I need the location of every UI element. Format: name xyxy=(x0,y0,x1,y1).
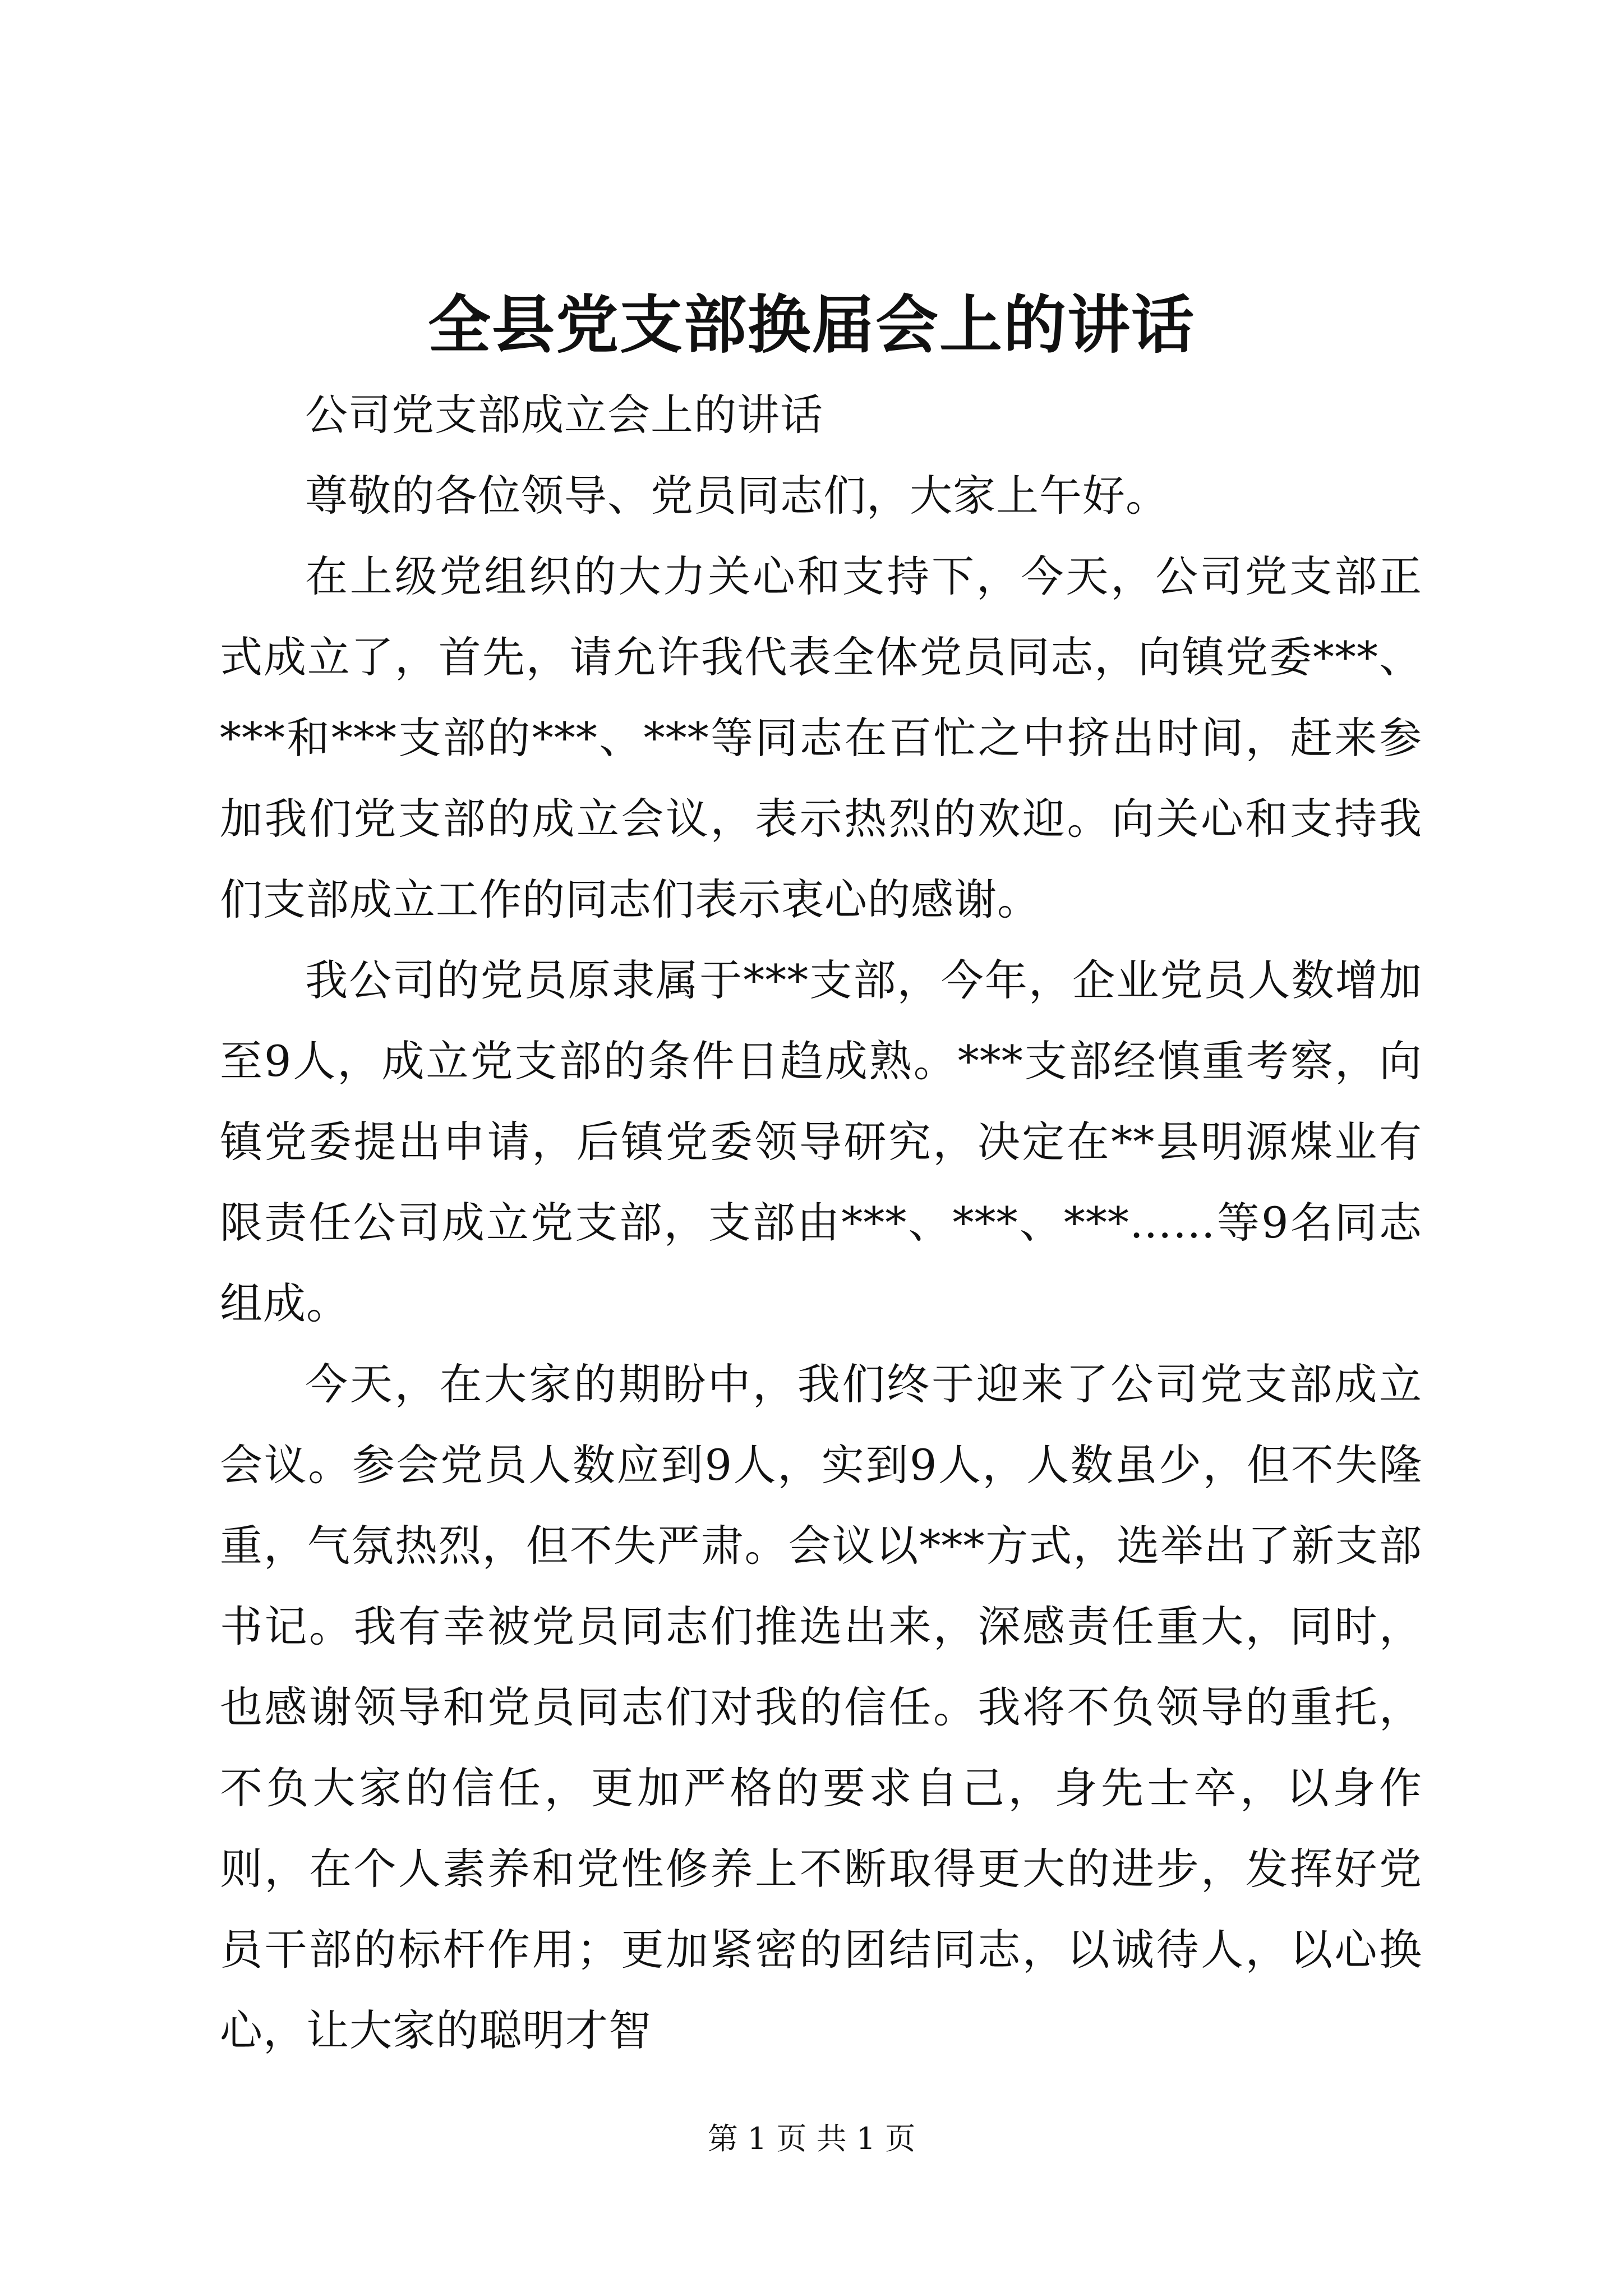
document-title: 全县党支部换届会上的讲话 xyxy=(428,288,1195,362)
paragraph-thanks: 在上级党组织的大力关心和支持下，今天，公司党支部正式成立了，首先，请允许我代表全体党员同志，向镇党委***、***和***支部的***、***等同志在百忙之中挤出时间，赶来参加我们党支部的成立会议，表示热烈的欢迎。向关心和支持我们支部成立工作的同志们表示衷心的感谢。 xyxy=(220,551,1422,924)
paragraph-meeting: 今天，在大家的期盼中，我们终于迎来了公司党支部成立会议。参会党员人数应到9人，实到9人，人数虽少，但不失隆重，气氛热烈，但不失严肃。会议以***方式，选举出了新支部书记。我有幸被党员同志们推选出来，深感责任重大，同时，也感谢领导和党员同志们对我的信任。我将不负领导的重托，不负大家的信任，更加严格的要求自己，身先士卒，以身作则，在个人素养和党性修养上不断取得更大的进步，发挥好党员干部的标杆作用；更加紧密的团结同志，以诚待人，以心换心，让大家的聪明才智 xyxy=(220,1359,1422,2055)
paragraph-subtitle: 公司党支部成立会上的讲话 xyxy=(305,390,823,440)
paragraph-greeting: 尊敬的各位领导、党员同志们，大家上午好。 xyxy=(305,471,1169,521)
page-footer: 第 1 页 共 1 页 xyxy=(707,2121,916,2156)
paragraph-background: 我公司的党员原隶属于***支部，今年，企业党员人数增加至9人，成立党支部的条件日趋成熟。***支部经慎重考察，向镇党委提出申请，后镇党委领导研究，决定在**县明源煤业有限责任公司成立党支部，支部由***、***、***……等9名同志组成。 xyxy=(220,955,1422,1328)
document-body xyxy=(220,375,1422,2071)
